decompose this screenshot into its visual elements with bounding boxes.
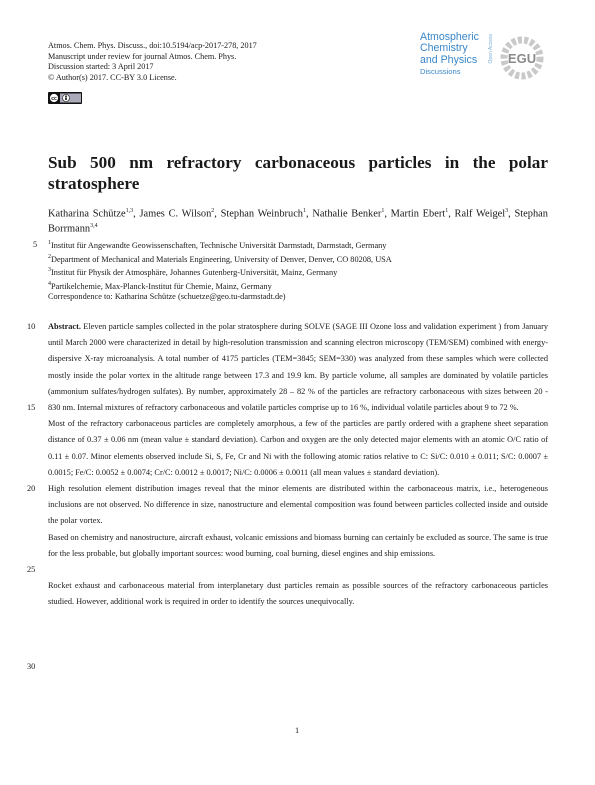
line-number: 30 — [27, 662, 36, 671]
abstract-text: Eleven particle samples collected in the polar stratosphere during SOLVE (SAGE III Ozone loss and validation experiment ) from January until March 2000 were characterized in detail by high-resolution transmission and scanning electron microscopy (TEM/SEM) combined with energy-dispersive X-ray microanalysis. A total number of 4175 particles (TEM=3845; SEM=330) was analyzed from these samples which were collected mostly inside the polar vortex in the altitude range between 17.3 and 19.9 km. By particle volume, all samples are dominated by volatile particles (ammonium sulfates/hydrogen sulfates). By number, approximately 28 – 82 % of the particles are refractory carbonaceous with sizes between 20 - 830 nm. Internal mixtures of refractory carbonaceous and volatile particles comprise up to 16 %, individual volatile particles about 9 to 72 %. — [48, 322, 548, 413]
line-number: 25 — [27, 565, 36, 574]
paper-title: Sub 500 nm refractory carbonaceous particles in the polar stratosphere — [48, 153, 548, 193]
journal-name-line: Atmospheric — [420, 31, 479, 43]
affiliation-index: 1 — [48, 240, 51, 246]
abstract-paragraph — [48, 319, 548, 416]
abstract-paragraph: Most of the refractory carbonaceous particles are completely amorphous, a few of the particles are partly ordered with a graphene sheet separation distance of 0.37 ± 0.06 nm (mean value ± standard deviation). Carbon and oxygen are the only detected major elements with an atomic O/C ratio of 0.11 ± 0.07. Minor elements observed include Si, S, Fe, Cr and Ni with the following atomic ratios relative to C: Si/C: 0.010 ± 0.011; S/C: 0.0007 ± 0.0015; Fe/C: 0.0052 ± 0.0074; Cr/C: 0.0012 ± 0.0017; Ni/C: 0.0006 ± 0.0011 (all mean values ± standard deviation). — [48, 419, 548, 477]
journal-name — [420, 32, 479, 78]
page-number: 1 — [295, 726, 300, 735]
affiliation-index: 3 — [48, 267, 51, 274]
abstract-paragraph: High resolution element distribution images reveal that the minor elements are distributed within the carbonaceous matrix, i.e., heterogeneous inclusions are not observed. No difference in size, nanostructure and elemental composition was found between particles collected inside and outside the polar vortex. — [48, 484, 548, 526]
journal-logo — [420, 32, 560, 94]
affiliation-mark: 3 — [505, 208, 509, 214]
journal-name-line: and Physics — [420, 53, 478, 66]
affiliation-mark: 3,4 — [90, 223, 98, 230]
abstract-paragraph: Rocket exhaust and carbonaceous material from interplanetary dust particles remain as possible sources of the refractory carbonaceous particles studied. However, additional work is required in order to identify the sources unequivocally. — [48, 581, 548, 607]
correspondence: Correspondence to: Katharina Schütze (schuetze@geo.tu-darmstadt.de) — [48, 292, 286, 301]
header-line: Discussion started: 3 April 2017 — [48, 62, 154, 72]
line-number: 10 — [27, 322, 36, 331]
affiliation-mark: 1 — [381, 208, 385, 214]
affiliation-index: 2 — [48, 253, 51, 260]
affiliation-mark: 1,3 — [125, 208, 134, 214]
svg-text:cc: cc — [51, 96, 57, 102]
line-number: 20 — [27, 484, 36, 493]
line-number: 15 — [27, 403, 36, 412]
abstract-label: Abstract. — [48, 322, 81, 331]
affiliation: $^4$Partikelchemie, Max-Planck-Institut für Chemie, Mainz, Germany — [48, 281, 272, 291]
affiliation: $^2$Department of Mechanical and Materials Engineering, University of Denver, Denver, CO 80208, USA — [48, 253, 392, 264]
affiliation: $^1$Institut für Angewandte Geowissenschaften, Technische Universität Darmstadt, Darmstadt, Germany — [48, 240, 387, 250]
abstract — [48, 319, 548, 611]
affiliation: $^3$Institut für Physik der Atmosphäre, Johannes Gutenberg-Universität, Mainz, Germany — [48, 267, 338, 278]
running-header — [48, 41, 257, 83]
affiliation-mark: 1 — [445, 208, 449, 214]
affiliation-index: 4 — [48, 281, 51, 288]
affiliation-mark: 2 — [211, 208, 215, 214]
header-line: Atmos. Chem. Phys. Discuss., doi:10.5194/acp-2017-278, 2017 — [48, 41, 257, 50]
open-access-label: Open Access — [488, 34, 494, 64]
header-line: © Author(s) 2017. CC-BY 3.0 License. — [48, 72, 177, 82]
egu-text: EGU — [507, 51, 537, 66]
line-number: 5 — [33, 240, 38, 249]
cc-by-license-icon — [48, 92, 82, 104]
affiliations — [48, 238, 392, 293]
journal-name-line: Chemistry — [420, 42, 468, 55]
author-list: Katharina Schütze$^{1,3}$, James C. Wilson$^2$, Stephan Weinbruch$^1$, Nathalie Benker$^1$, Martin Ebert$^1$, Ralf Weigel$^3$, Stephan Borrmann$^{3,4}$ — [48, 208, 548, 235]
egu-logo-icon — [500, 36, 552, 80]
discussions-label: Discussions — [420, 67, 461, 77]
affiliation-mark: 1 — [303, 208, 307, 214]
abstract-paragraph: Based on chemistry and nanostructure, aircraft exhaust, volcanic emissions and biomass burning can certainly be excluded as source. The same is true for the less probable, but globally important sources: wood burning, coal burning, diesel engines and ship emissions. — [48, 532, 548, 558]
header-line: Manuscript under review for journal Atmos. Chem. Phys. — [48, 51, 237, 61]
